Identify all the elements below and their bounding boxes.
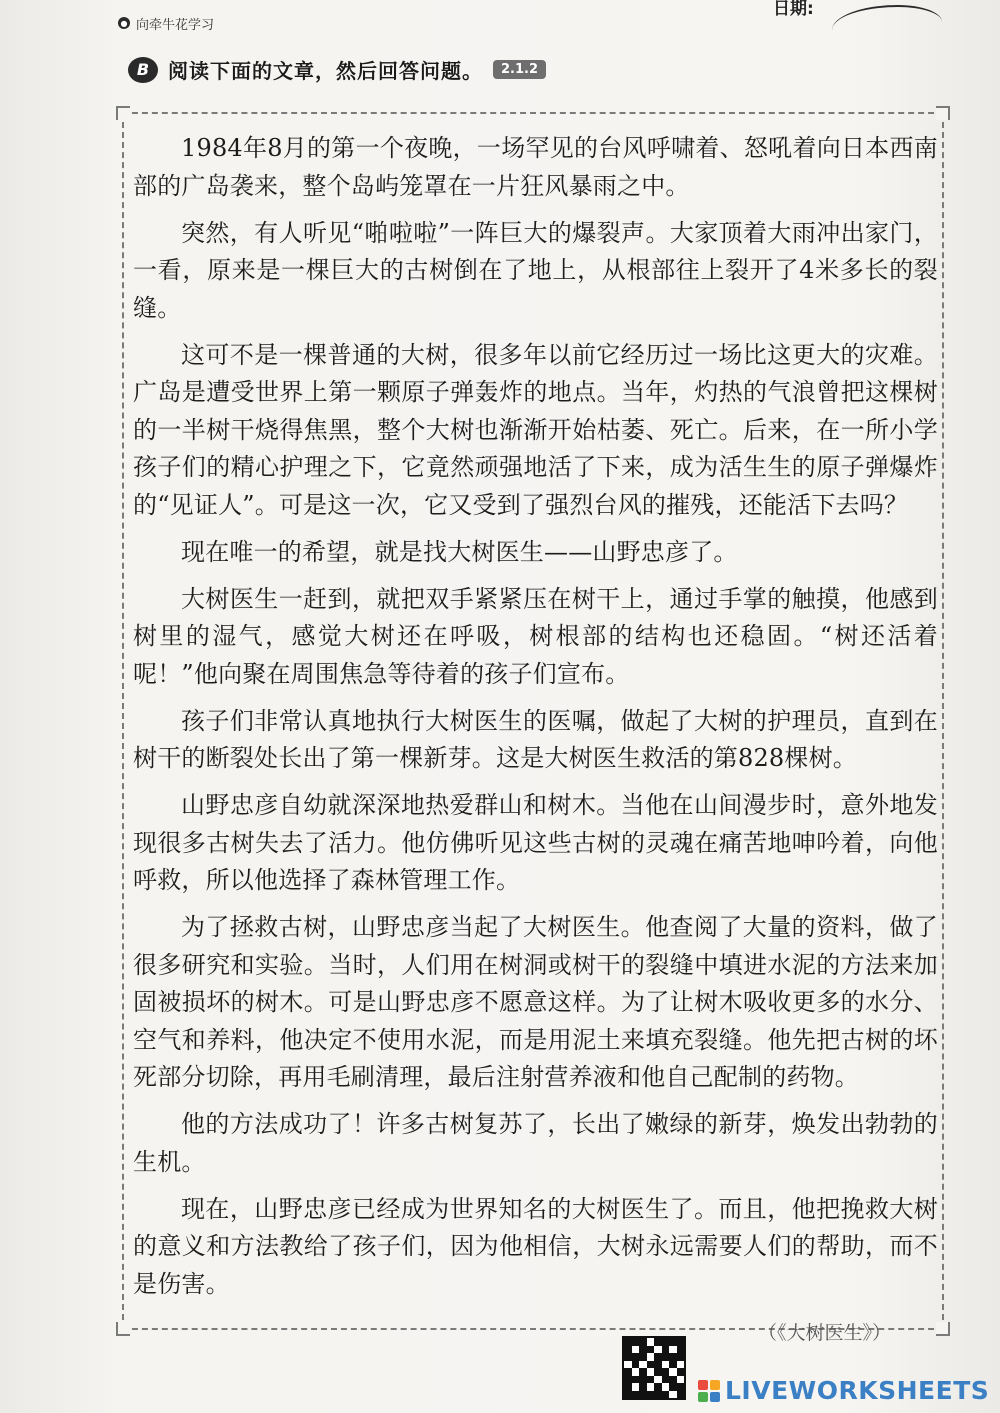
- article-paragraph: 这可不是一棵普通的大树，很多年以前它经历过一场比这更大的灾难。广岛是遭受世界上第一颗原子弹轰炸的地点。当年，灼热的气浪曾把这棵树的一半树干烧得焦黑，整个大树也渐渐开始枯萎、死亡。后来，在一所小学孩子们的精心护理之下，它竟然顽强地活了下来，成为活生生的原子弹爆炸的“见证人”。可是这一次，它又受到了强烈台风的摧残，还能活下去吗？: [133, 340, 938, 519]
- article-paragraph: 突然，有人听见“啪啦啦”一阵巨大的爆裂声。大家顶着大雨冲出家门，一看，原来是一棵巨大的古树倒在了地上，从根部往上裂开了4米多长的裂缝。: [133, 218, 938, 322]
- section-code-badge: 2.1.2: [493, 60, 546, 79]
- article-paragraph: 1984年8月的第一个夜晚，一场罕见的台风呼啸着、怒吼着向日本西南部的广岛袭来，整个岛屿笼罩在一片狂风暴雨之中。: [133, 134, 938, 200]
- article-paragraph: 为了拯救古树，山野忠彦当起了大树医生。他查阅了大量的资料，做了很多研究和实验。当时，人们用在树洞或树干的裂缝中填进水泥的方法来加固被损坏的树木。可是山野忠彦不愿意这样。为了让树木吸收更多的水分、空气和养料，他决定不使用水泥，而是用泥土来填充裂缝。他先把古树的坏死部分切除，再用毛刷清理，最后注射营养液和他自己配制的药物。: [133, 913, 938, 1091]
- liveworksheets-logo[interactable]: [698, 1376, 989, 1405]
- article-paragraph: 孩子们非常认真地执行大树医生的医嘱，做起了大树的护理员，直到在树干的断裂处长出了第一棵新芽。这是大树医生救活的第828棵树。: [133, 706, 938, 772]
- brand-text: 向牵牛花学习: [136, 17, 215, 33]
- article-paragraph: 现在，山野忠彦已经成为世界知名的大树医生了。而且，他把挽救大树的意义和方法教给了孩子们，因为他相信，大树永远需要人们的帮助，而不是伤害。: [133, 1194, 938, 1298]
- section-instruction: 阅读下面的文章，然后回答问题。: [168, 59, 483, 83]
- article-source: （《大树医生》）: [758, 1322, 892, 1344]
- date-underline: [832, 5, 942, 47]
- brand-header: [118, 12, 214, 34]
- date-label: 日期:: [773, 0, 814, 19]
- liveworksheets-logo-icon: [698, 1380, 720, 1402]
- liveworksheets-logo-text: LIVEWORKSHEETS: [725, 1376, 990, 1405]
- article-paragraph: 大树医生一赶到，就把双手紧紧压在树干上，通过手掌的触摸，他感到树里的湿气，感觉大树还在呼吸，树根部的结构也还稳固。“树还活着呢！”他向聚在周围焦急等待着的孩子们宣布。: [133, 584, 938, 688]
- brand-dot-icon: ●: [118, 17, 130, 29]
- section-badge: B: [128, 57, 158, 83]
- article-paragraph: 山野忠彦自幼就深深地热爱群山和树木。当他在山间漫步时，意外地发现很多古树失去了活力。他仿佛听见这些古树的灵魂在痛苦地呻吟着，向他呼救，所以他选择了森林管理工作。: [133, 791, 938, 894]
- qr-code-icon: [622, 1336, 686, 1400]
- section-heading: [128, 55, 546, 84]
- frame-corner-icon: [116, 106, 130, 120]
- article-paragraph: 他的方法成功了！许多古树复苏了，长出了嫩绿的新芽，焕发出勃勃的生机。: [133, 1110, 938, 1176]
- frame-corner-icon: [116, 1322, 130, 1336]
- frame-corner-icon: [936, 106, 950, 120]
- article-body: [133, 130, 938, 1313]
- frame-corner-icon: [936, 1322, 950, 1336]
- article-paragraph: 现在唯一的希望，就是找大树医生——山野忠彦了。: [181, 537, 738, 566]
